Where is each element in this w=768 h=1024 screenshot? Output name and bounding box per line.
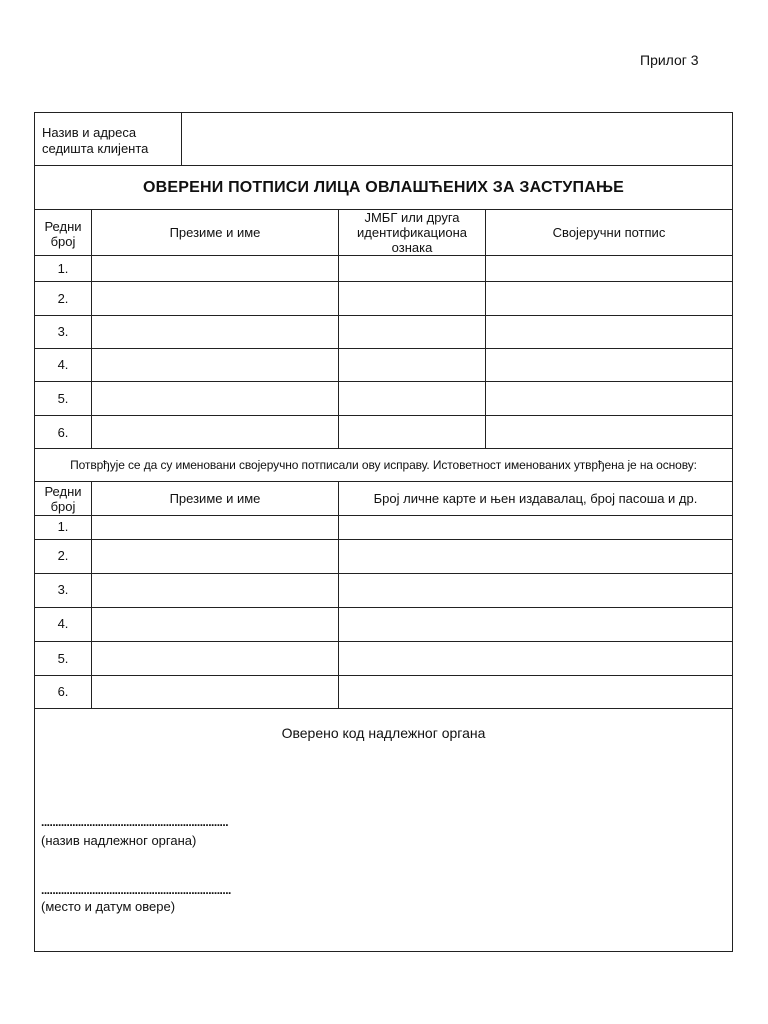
t1-header-id-line1: ЈМБГ или друга: [364, 210, 460, 225]
certification-title: Оверено код надлежног органа: [281, 725, 486, 741]
t2-header-num-line2: број: [50, 499, 76, 514]
t2-row-4-bottom: [35, 641, 732, 642]
t2-row-3-num: 3.: [57, 582, 69, 597]
t2-row-4-num: 4.: [57, 616, 69, 631]
t1-row-5-bottom: [35, 415, 732, 416]
t1-header-name: Презиме и име: [169, 225, 261, 240]
client-divider: [181, 113, 182, 165]
t2-bottom: [35, 708, 732, 709]
t1-header-signature: Својеручни потпис: [552, 225, 666, 240]
t1-row-5-num: 5.: [57, 391, 69, 406]
t1-row-3-num: 3.: [57, 324, 69, 339]
form-frame: [34, 112, 733, 952]
t1-row-2-num: 2.: [57, 291, 69, 306]
t2-row-3-bottom: [35, 607, 732, 608]
t1-header-num-line1: Редни: [44, 219, 82, 234]
place-date-line[interactable]: ...................................................................: [41, 883, 231, 897]
t2-col-line-1: [91, 481, 92, 708]
t2-row-5-num: 5.: [57, 651, 69, 666]
t2-row-1-num: 1.: [57, 519, 69, 534]
t1-col-line-1: [91, 209, 92, 448]
t2-row-5-bottom: [35, 675, 732, 676]
t1-header-num-line2: број: [50, 234, 76, 249]
t1-row-4-bottom: [35, 381, 732, 382]
t2-header-num-line1: Редни: [44, 484, 82, 499]
form-title: ОВЕРЕНИ ПОТПИСИ ЛИЦА ОВЛАШЋЕНИХ ЗА ЗАСТУПАЊЕ: [142, 179, 625, 196]
place-date-label: (место и датум овере): [41, 899, 176, 914]
t1-row-1-num: 1.: [57, 261, 69, 276]
client-name-address-field[interactable]: [183, 115, 731, 163]
annex-label: Прилог 3: [640, 52, 699, 68]
t1-header-id-line3: ознака: [391, 240, 433, 255]
organ-name-line[interactable]: ..................................................................: [41, 815, 229, 829]
t1-row-1-bottom: [35, 281, 732, 282]
t2-top: [35, 481, 732, 482]
t2-row-2-num: 2.: [57, 548, 69, 563]
t2-row-1-bottom: [35, 539, 732, 540]
client-label-line1: Назив и адреса: [42, 125, 137, 140]
client-row-bottom: [35, 165, 732, 166]
client-label-line2: седишта клијента: [42, 141, 149, 156]
t2-header-document: Број личне карте и њен издавалац, број пасоша и др.: [373, 491, 698, 506]
organ-name-label: (назив надлежног органа): [41, 833, 197, 848]
t1-header-id-line2: идентификациона: [357, 225, 467, 240]
t2-header-bottom: [35, 515, 732, 516]
t1-header-bottom: [35, 255, 732, 256]
t2-row-2-bottom: [35, 573, 732, 574]
t1-col-line-2: [338, 209, 339, 448]
t1-row-4-num: 4.: [57, 357, 69, 372]
t1-row-6-num: 6.: [57, 425, 69, 440]
t2-col-line-2: [338, 481, 339, 708]
confirmation-text: Потврђује се да су именовани својеручно потписали ову исправу. Истоветност именованих утврђена је на основу:: [70, 458, 697, 472]
t2-header-name: Презиме и име: [169, 491, 261, 506]
t1-bottom: [35, 448, 732, 449]
t1-row-3-bottom: [35, 348, 732, 349]
t1-col-line-3: [485, 209, 486, 448]
t1-row-2-bottom: [35, 315, 732, 316]
t2-row-6-num: 6.: [57, 684, 69, 699]
